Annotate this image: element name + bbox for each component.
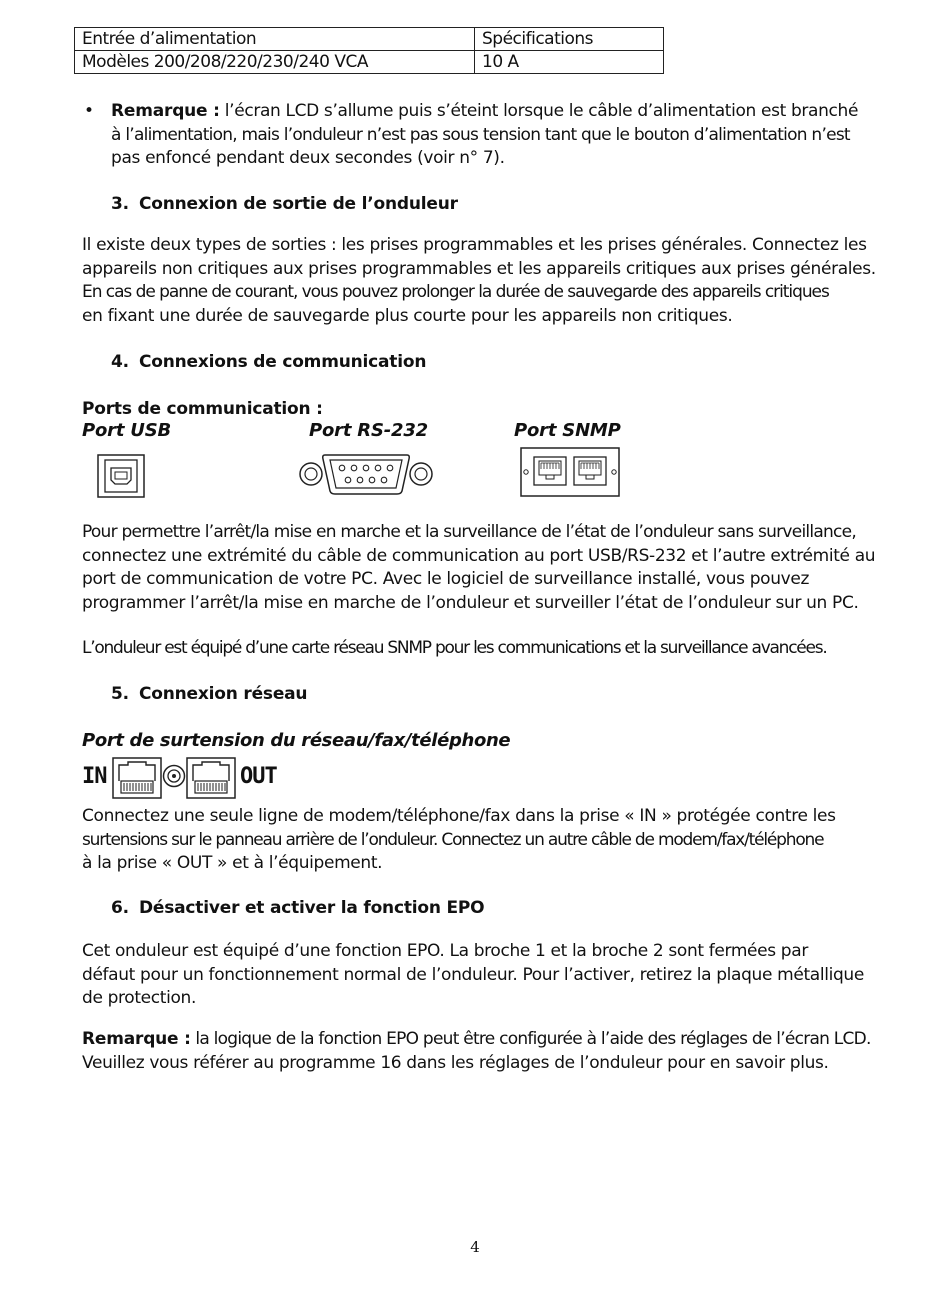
table-cell: Spécifications [475, 28, 664, 51]
remarque-label: Remarque : [82, 1029, 191, 1049]
text-line: en fixant une durée de sauvegarde plus courte pour les appareils non critiques. [82, 305, 733, 326]
text-line: surtensions sur le panneau arrière de l’onduleur. Connectez un autre câble de modem/fax/téléphone [82, 829, 824, 850]
text-line: défaut pour un fonctionnement normal de l’onduleur. Pour l’activer, retirez la plaque métallique [82, 964, 864, 985]
network-subtitle: Port de surtension du réseau/fax/téléphone [82, 730, 511, 751]
section-heading [111, 897, 484, 920]
power-input-spec-table [74, 27, 664, 74]
section-number: 6. [111, 898, 129, 918]
text-line: à l’alimentation, mais l’onduleur n’est pas sous tension tant que le bouton d’alimentation n’est [111, 124, 850, 145]
out-label: OUT [240, 764, 277, 789]
section-heading [111, 683, 307, 706]
text-line: En cas de panne de courant, vous pouvez prolonger la durée de sauvegarde des appareils critiques [82, 282, 829, 302]
rs232-port-icon [298, 451, 434, 497]
section6-remarque [82, 1028, 885, 1075]
text-line: Pour permettre l’arrêt/la mise en marche et la surveillance de l’état de l’onduleur sans surveillance, [82, 522, 857, 542]
section-title: Connexion de sortie de l’onduleur [139, 194, 458, 214]
text-line: Connectez une seule ligne de modem/téléphone/fax dans la prise « IN » protégée contre les [82, 806, 836, 826]
in-label: IN [82, 764, 107, 789]
rj11-in-jack-icon [112, 757, 162, 799]
section-title: Désactiver et activer la fonction EPO [139, 898, 485, 918]
port-usb-label: Port USB [82, 420, 172, 441]
table-cell: 10 A [475, 51, 664, 74]
bullet-icon: • [84, 101, 95, 121]
text-line: programmer l’arrêt/la mise en marche de l’onduleur et surveiller l’état de l’onduleur sur un PC. [82, 592, 859, 613]
section-number: 5. [111, 684, 129, 704]
section4-paragraph-2: L’onduleur est équipé d’une carte réseau SNMP pour les communications et la surveillance avancées. [82, 638, 827, 658]
usb-port-icon [97, 454, 145, 498]
text-line: port de communication de votre PC. Avec le logiciel de surveillance installé, vous pouvez [82, 569, 810, 589]
table-header-row [75, 28, 664, 51]
section-number: 3. [111, 194, 129, 214]
section5-paragraph [82, 805, 885, 876]
section-heading [111, 193, 458, 216]
snmp-port-icon [520, 447, 620, 497]
port-rs232-label: Port RS-232 [309, 420, 428, 441]
text-span: la logique de la fonction EPO peut être configurée à l’aide des réglages de l’écran LCD. [195, 1029, 871, 1049]
table-cell: Modèles 200/208/220/230/240 VCA [75, 51, 475, 74]
text-line: Veuillez vous référer au programme 16 dans les réglages de l’onduleur pour en savoir plus. [82, 1052, 829, 1073]
remarque-label: Remarque : [111, 101, 220, 121]
text-line: Il existe deux types de sorties : les prises programmables et les prises générales. Connectez les [82, 235, 867, 255]
section6-paragraph [82, 940, 878, 1011]
section-title: Connexions de communication [139, 352, 427, 372]
section-number: 4. [111, 352, 129, 372]
text-line: appareils non critiques aux prises programmables et les appareils critiques aux prises générales. [82, 258, 876, 279]
section3-paragraph [82, 234, 878, 328]
ports-title: Ports de communication : [82, 399, 323, 419]
table-row [75, 51, 664, 74]
text-line [111, 100, 878, 124]
text-line: de protection. [82, 988, 197, 1008]
text-span: l’écran LCD s’allume puis s’éteint lorsque le câble d’alimentation est branché [224, 101, 859, 121]
text-line [82, 1028, 885, 1052]
text-line: à la prise « OUT » et à l’équipement. [82, 853, 383, 873]
section-title: Connexion réseau [139, 684, 308, 704]
rj11-out-jack-icon [186, 757, 236, 799]
text-line: connectez une extrémité du câble de communication au port USB/RS-232 et l’autre extrémité au [82, 545, 876, 566]
section4-paragraph [82, 521, 885, 615]
remarque-note [111, 100, 878, 171]
port-snmp-label: Port SNMP [514, 420, 621, 441]
page-number: 4 [470, 1238, 480, 1256]
coax-connector-icon [162, 764, 186, 788]
text-line: pas enfoncé pendant deux secondes (voir n° 7). [111, 148, 505, 168]
text-line: Cet onduleur est équipé d’une fonction EPO. La broche 1 et la broche 2 sont fermées par [82, 941, 808, 961]
section-heading [111, 351, 426, 374]
table-cell: Entrée d’alimentation [75, 28, 475, 51]
